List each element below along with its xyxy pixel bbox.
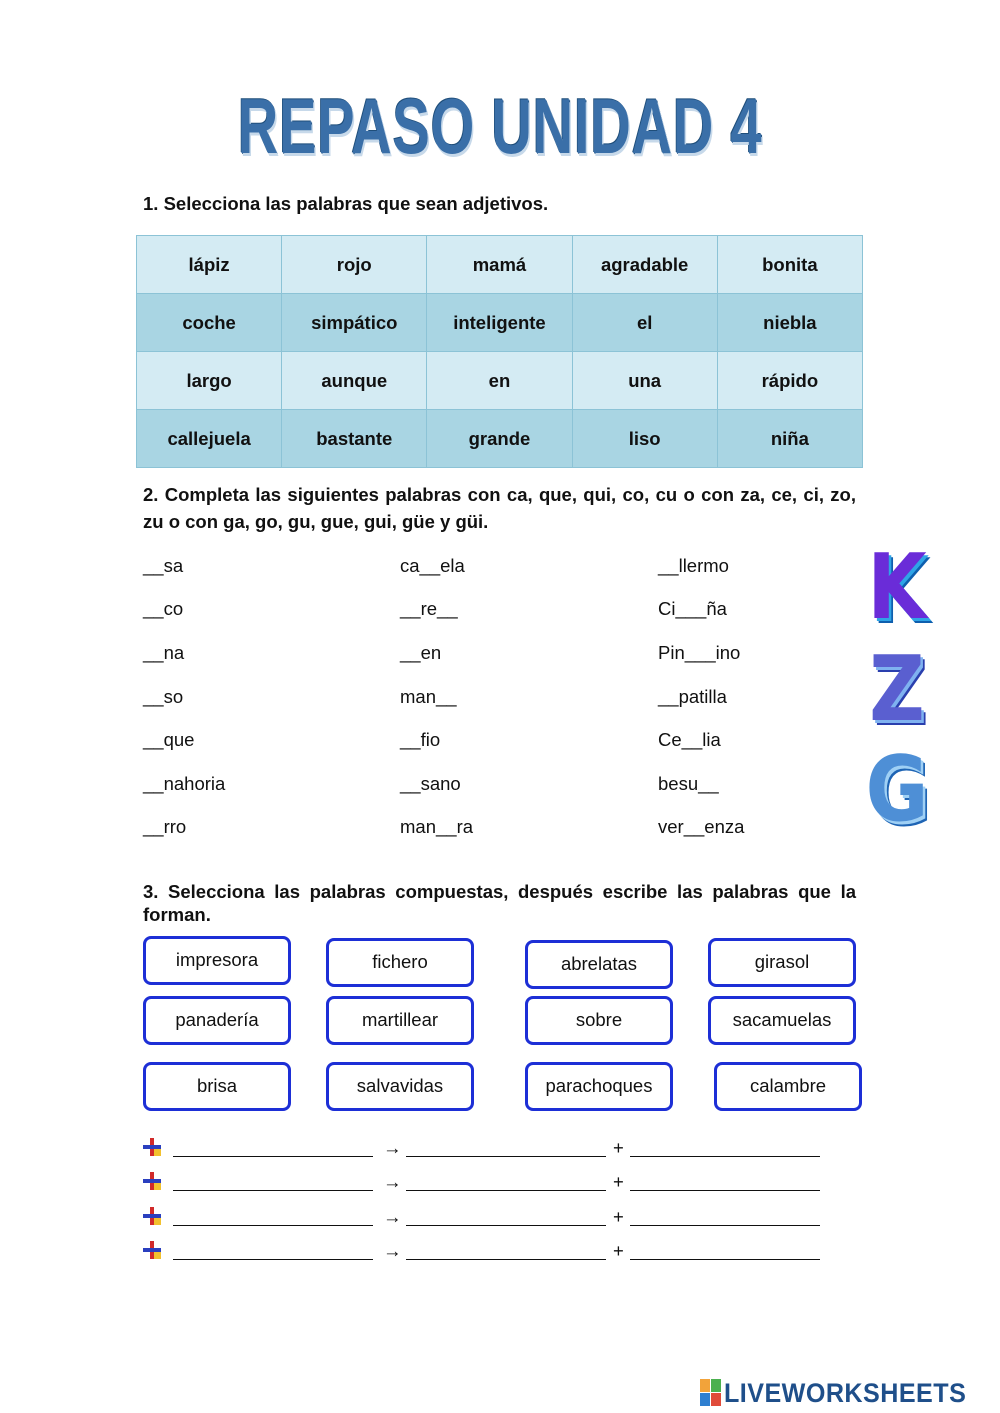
answer-blank[interactable] (406, 1190, 606, 1191)
word-cell[interactable]: en (427, 352, 572, 410)
word-cell[interactable]: niebla (717, 294, 862, 352)
adjectives-table (136, 235, 863, 468)
answer-blank[interactable] (173, 1156, 373, 1157)
brand-name: LIVEWORKSHEETS (724, 1378, 967, 1408)
word-cell[interactable]: coche (137, 294, 282, 352)
bullet-icon (143, 1138, 161, 1156)
word-cell[interactable]: largo (137, 352, 282, 410)
question-3-heading: 3. Selecciona las palabras compuestas, después escribe las palabras que la forman. (143, 881, 856, 925)
fill-in-word[interactable]: Ci___ña (658, 598, 727, 619)
word-box[interactable]: sobre (525, 996, 673, 1045)
word-cell[interactable]: agradable (572, 236, 717, 294)
bullet-icon (143, 1207, 161, 1225)
answer-blank[interactable] (173, 1259, 373, 1260)
plus-sign: + (613, 1137, 624, 1158)
answer-blank[interactable] (406, 1156, 606, 1157)
table-row (137, 410, 863, 468)
fill-in-word[interactable]: __co (143, 598, 184, 619)
logo-icon (700, 1379, 722, 1407)
answer-row (140, 1170, 840, 1196)
answer-blank[interactable] (173, 1190, 373, 1191)
arrow-icon: → (383, 1206, 402, 1227)
word-cell[interactable]: rojo (282, 236, 427, 294)
word-box[interactable]: fichero (326, 938, 474, 987)
page-title: REPASO UNIDAD 4 (237, 82, 763, 170)
fill-in-word[interactable]: ver__enza (658, 816, 745, 837)
fill-in-word[interactable]: man__ (400, 686, 457, 707)
fill-in-word[interactable]: Pin___ino (658, 642, 741, 663)
word-box[interactable]: impresora (143, 936, 291, 985)
fill-in-word[interactable]: __en (400, 642, 442, 663)
plus-sign: + (613, 1171, 624, 1192)
word-cell[interactable]: el (572, 294, 717, 352)
fill-in-word[interactable]: __fio (400, 729, 441, 750)
word-box[interactable]: salvavidas (326, 1062, 474, 1111)
table-row (137, 294, 863, 352)
table-row (137, 236, 863, 294)
arrow-icon: → (383, 1240, 402, 1261)
letter-z-graphic: Z (869, 637, 925, 742)
liveworksheets-logo[interactable] (700, 1376, 995, 1410)
fill-in-word[interactable]: Ce__lia (658, 729, 721, 750)
fill-in-word[interactable]: ca__ela (400, 555, 465, 576)
word-cell[interactable]: aunque (282, 352, 427, 410)
word-box[interactable]: parachoques (525, 1062, 673, 1111)
bullet-icon (143, 1241, 161, 1259)
fill-in-word[interactable]: __so (143, 686, 184, 707)
fill-in-word[interactable]: __sano (400, 773, 461, 794)
word-box[interactable]: calambre (714, 1062, 862, 1111)
fill-in-word[interactable]: __rro (143, 816, 187, 837)
table-row (137, 352, 863, 410)
word-cell[interactable]: lápiz (137, 236, 282, 294)
answer-blank[interactable] (406, 1225, 606, 1226)
question-2-heading: 2. Completa las siguientes palabras con ca, que, qui, co, cu o con za, ce, ci, zo, zu o con ga, go, gu, gue, gui, güe y güi. (143, 484, 856, 532)
fill-in-word[interactable]: __re__ (400, 598, 458, 619)
word-cell[interactable]: simpático (282, 294, 427, 352)
word-box[interactable]: sacamuelas (708, 996, 856, 1045)
plus-sign: + (613, 1240, 624, 1261)
bullet-icon (143, 1172, 161, 1190)
fill-in-word[interactable]: __que (143, 729, 195, 750)
word-box[interactable]: panadería (143, 996, 291, 1045)
word-box[interactable]: abrelatas (525, 940, 673, 989)
fill-in-word[interactable]: __llermo (658, 555, 729, 576)
answer-blank[interactable] (630, 1225, 820, 1226)
arrow-icon: → (383, 1171, 402, 1192)
answer-blank[interactable] (173, 1225, 373, 1226)
answer-blank[interactable] (630, 1156, 820, 1157)
plus-sign: + (613, 1206, 624, 1227)
word-cell[interactable]: una (572, 352, 717, 410)
word-box[interactable]: girasol (708, 938, 856, 987)
word-cell[interactable]: mamá (427, 236, 572, 294)
letter-k-graphic: K (867, 535, 927, 640)
word-cell[interactable]: rápido (717, 352, 862, 410)
answer-row (140, 1239, 840, 1265)
word-cell[interactable]: inteligente (427, 294, 572, 352)
word-cell[interactable]: grande (427, 410, 572, 468)
fill-in-word[interactable]: __sa (143, 555, 184, 576)
answer-blank[interactable] (406, 1259, 606, 1260)
fill-in-word[interactable]: man__ra (400, 816, 474, 837)
word-box[interactable]: brisa (143, 1062, 291, 1111)
answer-blank[interactable] (630, 1259, 820, 1260)
answer-row (140, 1136, 840, 1162)
fill-in-word[interactable]: __na (143, 642, 185, 663)
word-box[interactable]: martillear (326, 996, 474, 1045)
word-cell[interactable]: bonita (717, 236, 862, 294)
fill-in-word[interactable]: __patilla (658, 686, 727, 707)
word-cell[interactable]: niña (717, 410, 862, 468)
word-cell[interactable]: callejuela (137, 410, 282, 468)
fill-in-word[interactable]: besu__ (658, 773, 719, 794)
fill-in-word[interactable]: __nahoria (143, 773, 226, 794)
answer-blank[interactable] (630, 1190, 820, 1191)
word-cell[interactable]: bastante (282, 410, 427, 468)
word-cell[interactable]: liso (572, 410, 717, 468)
arrow-icon: → (383, 1137, 402, 1158)
question-1-heading: 1. Selecciona las palabras que sean adjetivos. (143, 193, 549, 214)
letter-g-graphic: G (865, 737, 929, 842)
answer-row (140, 1205, 840, 1231)
